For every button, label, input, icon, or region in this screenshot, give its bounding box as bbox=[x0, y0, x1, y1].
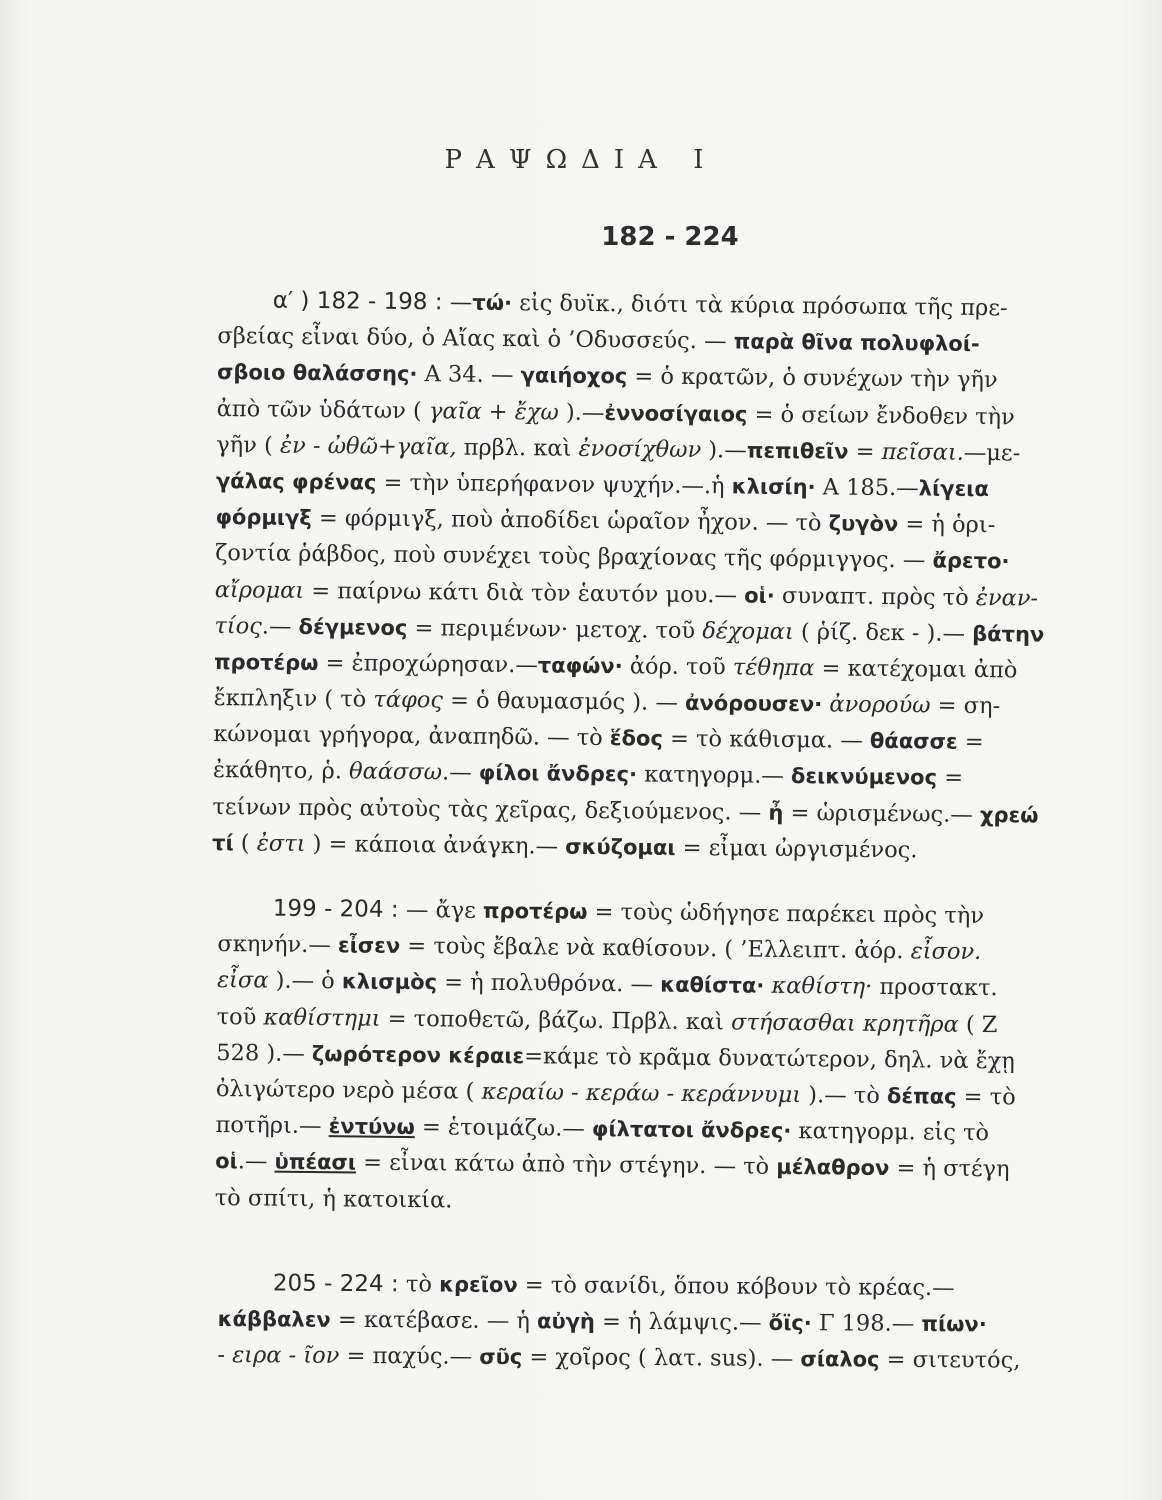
lemma: φόρμιγξ bbox=[215, 505, 312, 531]
lemma: σίαλος bbox=[800, 1347, 880, 1372]
lemma: ζωρότερον κέραιε bbox=[311, 1041, 525, 1068]
lemma: προτέρω bbox=[482, 898, 588, 924]
gloss: ἐναν- bbox=[975, 584, 1039, 612]
text-line: σβείας εἶναι δύο, ὁ Αἴας καὶ ὁ ’Οδυσσεύς. — παρὰ θῖνα πολυφλοί- bbox=[217, 323, 980, 357]
gloss: θαάσσω bbox=[348, 758, 443, 786]
lemma: ἐννοσίγαιος bbox=[604, 400, 748, 427]
text-line: τοῦ καθίστημι = τοποθετῶ, βάζω. Πρβλ. καὶ στήσασθαι κρητῆρα ( Ζ bbox=[216, 1003, 998, 1038]
text-line: γάλας φρένας = τὴν ὑπερήφανον ψυχήν.—.ἡ κλισίη· Α 185.—λίγεια bbox=[215, 468, 989, 502]
gloss: εἶσα bbox=[216, 967, 269, 994]
gloss: καθίστημι bbox=[263, 1004, 381, 1032]
lemma: ἐντύνω bbox=[328, 1114, 415, 1140]
text-line: οἱ.— ὑπέασι = εἶναι κάτω ἀπὸ τὴν στέγην. — τὸ μέλαθρον = ἡ στέγη bbox=[215, 1148, 1010, 1183]
commentary-section-205-224 bbox=[217, 1265, 1098, 1380]
text-line: τὸ σπίτι, ἡ κατοικία. bbox=[214, 1184, 453, 1213]
chapter-title: ΡΑΨΩΔΙΑ Ι bbox=[444, 145, 718, 175]
lemma: ὄϊς· bbox=[768, 1311, 812, 1336]
lemma: ἕδος bbox=[609, 726, 664, 751]
gloss: ἐνοσίχθων bbox=[578, 435, 702, 463]
text-line: εἶσα ).— ὁ κλισμὸς = ἡ πολυθρόνα. — καθίστα· καθίστη· προστακτ. bbox=[216, 967, 998, 1002]
gloss: γαῖα + ἔχω bbox=[428, 397, 559, 426]
text-line: σκηνήν.— εἶσεν = τοὺς ἔβαλε νὰ καθίσουν. ( ’Ελλειπτ. ἀόρ. εἶσον. bbox=[217, 931, 982, 966]
text-line: ποτῆρι.— ἐντύνω = ἑτοιμάζω.— φίλτατοι ἄνδρες· κατηγορμ. εἰς τὸ bbox=[215, 1112, 990, 1147]
text-line: ὀλιγώτερο νερὸ μέσα ( κεραίω - κεράω - κεράννυμι ).— τὸ δέπας = τὸ bbox=[215, 1075, 1016, 1111]
lemma: καθίστα· bbox=[660, 973, 765, 999]
lemma: δέπας bbox=[886, 1083, 957, 1109]
text-line: 199 - 204 : — ἄγε προτέρω = τοὺς ὡδήγησε παρέκει πρὸς τὴν bbox=[272, 895, 985, 930]
gloss: κεραίω - κεράω - κεράννυμι bbox=[481, 1078, 802, 1109]
lemma: λίγεια bbox=[918, 476, 989, 502]
text-line: κάββαλεν = κατέβασε. — ἡ αὐγὴ = ἡ λάμψις.— ὄϊς· Γ 198.— πίων· bbox=[217, 1306, 987, 1338]
gloss: τέθηπα bbox=[732, 654, 815, 682]
lemma: δεικνύμενος bbox=[790, 764, 938, 790]
lemma: κλισίη· bbox=[731, 474, 816, 500]
text-line: ζοντία ῥάβδος, ποὺ συνέχει τοὺς βραχίονας τῆς φόρμιγγος. — ἄρετο· bbox=[215, 540, 1010, 574]
lemma: κάββαλεν bbox=[217, 1307, 331, 1332]
gloss: καθίστη· bbox=[764, 973, 873, 1001]
lemma: σῦς bbox=[479, 1345, 523, 1370]
text-line: προτέρω = ἐπροχώρησαν.—ταφών· ἀόρ. τοῦ τέθηπα = κατέχομαι ἀπὸ bbox=[213, 649, 1018, 684]
lemma: κρεῖον bbox=[439, 1272, 518, 1298]
text-line: κώνομαι γρήγορα, ἀναπηδῶ. — τὸ ἕδος = τὸ κάθισμα. — θάασσε = bbox=[213, 721, 984, 756]
section-number: α′ ) 182 - 198 : bbox=[272, 287, 451, 316]
text-line: τί ( ἐστι ) = κάποια ἀνάγκη.— σκύζομαι = εἶμαι ὠργισμένος. bbox=[212, 830, 918, 864]
text-line: - ειρα - ῖον = παχύς.— σῦς = χοῖρος ( λατ. sus). — σίαλος = σιτευτός, bbox=[217, 1342, 1021, 1374]
text-line: ἐκάθητο, ῥ. θαάσσω.— φίλοι ἄνδρες· κατηγορμ.— δεικνύμενος = bbox=[212, 757, 964, 792]
text-line: φόρμιγξ = φόρμιγξ, ποὺ ἀποδίδει ὡραῖον ἦχον. — τὸ ζυγὸν = ἡ ὁρι- bbox=[215, 505, 996, 539]
text-line: τίος.— δέγμενος = περιμένων· μετοχ. τοῦ δέχομαι ( ῥίζ. δεκ - ).— βάτην bbox=[214, 612, 1045, 647]
gloss: δέχομαι bbox=[702, 617, 794, 645]
lemma: σβοιο θαλάσσης· bbox=[216, 360, 418, 387]
lemma: αὐγὴ bbox=[536, 1309, 596, 1334]
text-line: ἀπὸ τῶν ὑδάτων ( γαῖα + ἔχω ).—ἐννοσίγαιος = ὁ σείων ἔνδοθεν τὴν bbox=[216, 395, 1015, 430]
gloss: ειρα - ῖον bbox=[232, 1342, 340, 1370]
lemma: ὑπέασι bbox=[274, 1149, 357, 1175]
gloss: τίος bbox=[214, 612, 262, 640]
lemma: εἶσεν bbox=[337, 933, 401, 959]
gloss: ἐν - ὠθῶ+γαῖα, bbox=[279, 432, 457, 461]
lemma: φίλτατοι ἄνδρες· bbox=[591, 1117, 792, 1144]
gloss: ἀνορούω bbox=[822, 691, 931, 719]
lemma: γαιήοχος bbox=[520, 363, 628, 389]
gloss: στήσασθαι κρητῆρα bbox=[730, 1008, 959, 1038]
text-line: α′ ) 182 - 198 : —τώ· εἰς δυϊκ., διότι τὰ κύρια πρόσωπα τῆς πρε- bbox=[272, 287, 1008, 322]
lemma: οἱ· bbox=[744, 583, 775, 608]
text-line: αἴρομαι = παίρνω κάτι διὰ τὸν ἑαυτόν μου.— οἱ· συναπτ. πρὸς τὸ ἐναν- bbox=[214, 576, 1039, 612]
commentary-section-199-204 bbox=[215, 890, 1098, 1225]
lemma: δέγμενος bbox=[298, 614, 408, 640]
lemma: φίλοι ἄνδρες· bbox=[478, 761, 638, 787]
lemma: ἀνόρουσεν· bbox=[684, 690, 823, 717]
lemma: χρεώ bbox=[979, 802, 1039, 828]
gloss: ἐστι bbox=[256, 830, 306, 857]
gloss: πεῖσαι. bbox=[881, 438, 965, 466]
lemma: ἄρετο· bbox=[932, 548, 1010, 574]
section-number: 199 - 204 : bbox=[272, 895, 407, 923]
text-line: γῆν ( ἐν - ὠθῶ+γαῖα, πρβλ. καὶ ἐνοσίχθων ).—πεπιθεῖν = πεῖσαι.—με- bbox=[216, 431, 1021, 467]
text-line: σβοιο θαλάσσης· Α 34. — γαιήοχος = ὁ κρατῶν, ὁ συνέχων τὴν γῆν bbox=[216, 360, 998, 394]
lemma: παρὰ θῖνα πολυφλοί- bbox=[733, 329, 980, 357]
lemma: κλισμὸς bbox=[341, 969, 438, 995]
lemma: βάτην bbox=[972, 621, 1045, 647]
lemma: σκύζομαι bbox=[565, 834, 676, 860]
lemma: ταφών· bbox=[537, 653, 623, 679]
lemma: ἦ bbox=[768, 800, 784, 825]
verse-range-title: 182 - 224 bbox=[601, 222, 739, 252]
lemma: πίων· bbox=[921, 1312, 987, 1337]
lemma: θάασσε bbox=[869, 729, 958, 755]
lemma: πεπιθεῖν bbox=[746, 438, 849, 464]
lemma: οἱ bbox=[215, 1149, 238, 1174]
lemma: προτέρω bbox=[213, 649, 319, 675]
lemma: τί bbox=[212, 830, 234, 856]
commentary-section-182-198 bbox=[212, 282, 1098, 870]
text-line: τείνων πρὸς αὐτοὺς τὰς χεῖρας, δεξιούμενος. — ἦ = ὡρισμένως.— χρεώ bbox=[212, 793, 1039, 828]
gloss: εἶσον. bbox=[910, 938, 982, 966]
lemma: τώ· bbox=[472, 290, 513, 316]
lemma: μέλαθρον bbox=[776, 1155, 890, 1181]
lemma: ζυγὸν bbox=[828, 511, 899, 537]
gloss: τάφος bbox=[373, 686, 444, 714]
text-line: 205 - 224 : τὸ κρεῖον = τὸ σανίδι, ὅπου κόβουν τὸ κρέας.— bbox=[272, 1270, 955, 1302]
lemma: γάλας φρένας bbox=[215, 468, 377, 495]
gloss: αἴρομαι bbox=[214, 576, 305, 604]
section-number: 205 - 224 : bbox=[272, 1270, 407, 1298]
text-line: ἔκπληξιν ( τὸ τάφος = ὁ θαυμασμός ). — ἀνόρουσεν· ἀνορούω = ση- bbox=[213, 685, 1001, 720]
text-line: 528 ).— ζωρότερον κέραιε=κάμε τὸ κρᾶμα δυνατώτερον, δηλ. νὰ ἔχῃ bbox=[216, 1039, 1016, 1075]
